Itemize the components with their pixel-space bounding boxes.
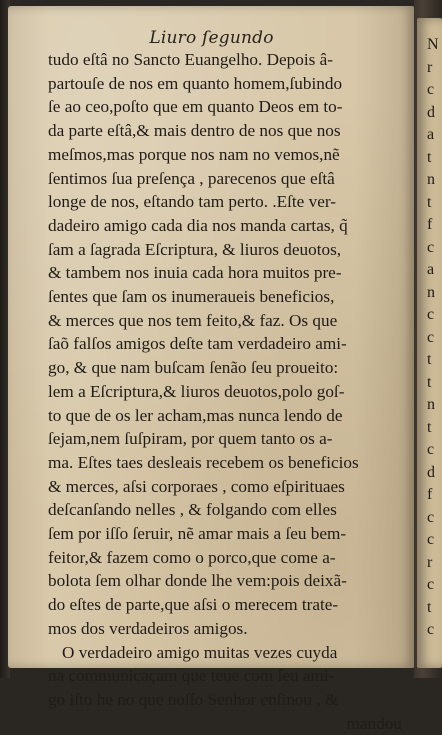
catchword: mandou	[346, 713, 402, 733]
facing-char: n	[427, 396, 435, 413]
text-line: O verdadeiro amigo muitas vezes cuyda	[62, 642, 338, 662]
facing-char: c	[427, 621, 435, 638]
running-head: Liuro ſegundo	[149, 28, 274, 48]
facing-char: c	[427, 508, 435, 526]
facing-char: a	[427, 261, 435, 278]
facing-char: c	[427, 328, 435, 346]
facing-char: f	[427, 216, 433, 233]
text-line: & merces, aſsi corporaes , como eſpirituaes	[48, 476, 345, 496]
text-line: feitor,& fazem como o porco,que come a-	[48, 547, 336, 567]
text-line: dadeiro amigo cada dia nos manda cartas, q̃	[48, 215, 348, 235]
text-line: go, & que nam buſcam ſenão ſeu proueito:	[48, 358, 339, 378]
facing-char: d	[427, 463, 435, 481]
facing-char: f	[427, 486, 433, 503]
facing-char: c	[427, 531, 435, 548]
body-text	[48, 48, 402, 735]
facing-char: t	[427, 193, 432, 211]
text-line: ſaõ falſos amigos deſte tam verdadeiro ami-	[48, 334, 347, 354]
text-line: mos dos verdadeiros amigos.	[48, 618, 248, 638]
facing-page-text	[427, 34, 442, 642]
text-line: ſe ao ceo,poſto que em quanto Deos em to-	[48, 97, 343, 117]
facing-char: t	[427, 148, 432, 166]
text-line: ſejam,nem ſuſpiram, por quem tanto os a-	[48, 429, 333, 449]
facing-char: t	[427, 418, 432, 436]
facing-char: t	[427, 598, 432, 616]
text-line: na communicaçam que teue com ſeu ami-	[48, 666, 335, 686]
facing-char: c	[427, 576, 435, 593]
text-line: tudo eſtâ no Sancto Euangelho. Depois â-	[48, 50, 333, 69]
facing-char: r	[427, 58, 433, 76]
text-line: ſentimos ſua preſença , parecenos que eſtâ	[48, 168, 335, 188]
text-line: go iſto he no que noſſo Senhor enſinou , &	[48, 689, 339, 709]
text-line: ſem por iſſo ſeruir, nẽ amar mais a ſeu bem-	[48, 524, 347, 544]
facing-char: a	[427, 126, 435, 143]
text-line: to que de os ler acham,mas nunca lendo de	[48, 405, 343, 425]
text-line: da parte eſtâ,& mais dentro de nos que nos	[48, 121, 341, 141]
text-line: ma. Eſtes taes desleais recebem os beneficios	[48, 452, 359, 472]
facing-char: c	[427, 238, 435, 256]
text-line: lem a Eſcriptura,& liuros deuotos,polo goſ-	[48, 381, 345, 401]
facing-char: c	[427, 306, 435, 323]
facing-char: n	[427, 283, 435, 301]
text-line: partouſe de nos em quanto homem,ſubindo	[48, 73, 343, 93]
text-line: & merces que nos tem feito,& faz. Os que	[48, 310, 338, 330]
text-line: ſam a ſagrada Eſcriptura, & liuros deuotos,	[48, 239, 342, 259]
facing-char: c	[427, 441, 435, 458]
facing-char: t	[427, 351, 432, 368]
facing-char: t	[427, 373, 432, 391]
text-line: longe de nos, eſtando tam perto. .Eſte ver-	[48, 192, 336, 212]
facing-char: r	[427, 553, 433, 571]
text-line: bolota ſem olhar donde lhe vem:pois deixã-	[48, 571, 347, 591]
text-line: do eſtes de parte,que aſsi o merecem trate-	[48, 595, 339, 615]
text-line: ſentes que ſam os inumeraueis beneficios,	[48, 287, 335, 307]
text-line: meſmos,mas porque nos nam no vemos,nẽ	[48, 144, 340, 164]
facing-char: n	[427, 171, 435, 188]
text-line: & tambem nos inuia cada hora muitos pre-	[48, 263, 342, 283]
facing-char: c	[427, 81, 435, 98]
facing-char: N	[427, 36, 439, 53]
facing-char: d	[427, 103, 435, 121]
text-line: deſcanſando nelles , & folgando com elles	[48, 500, 337, 520]
